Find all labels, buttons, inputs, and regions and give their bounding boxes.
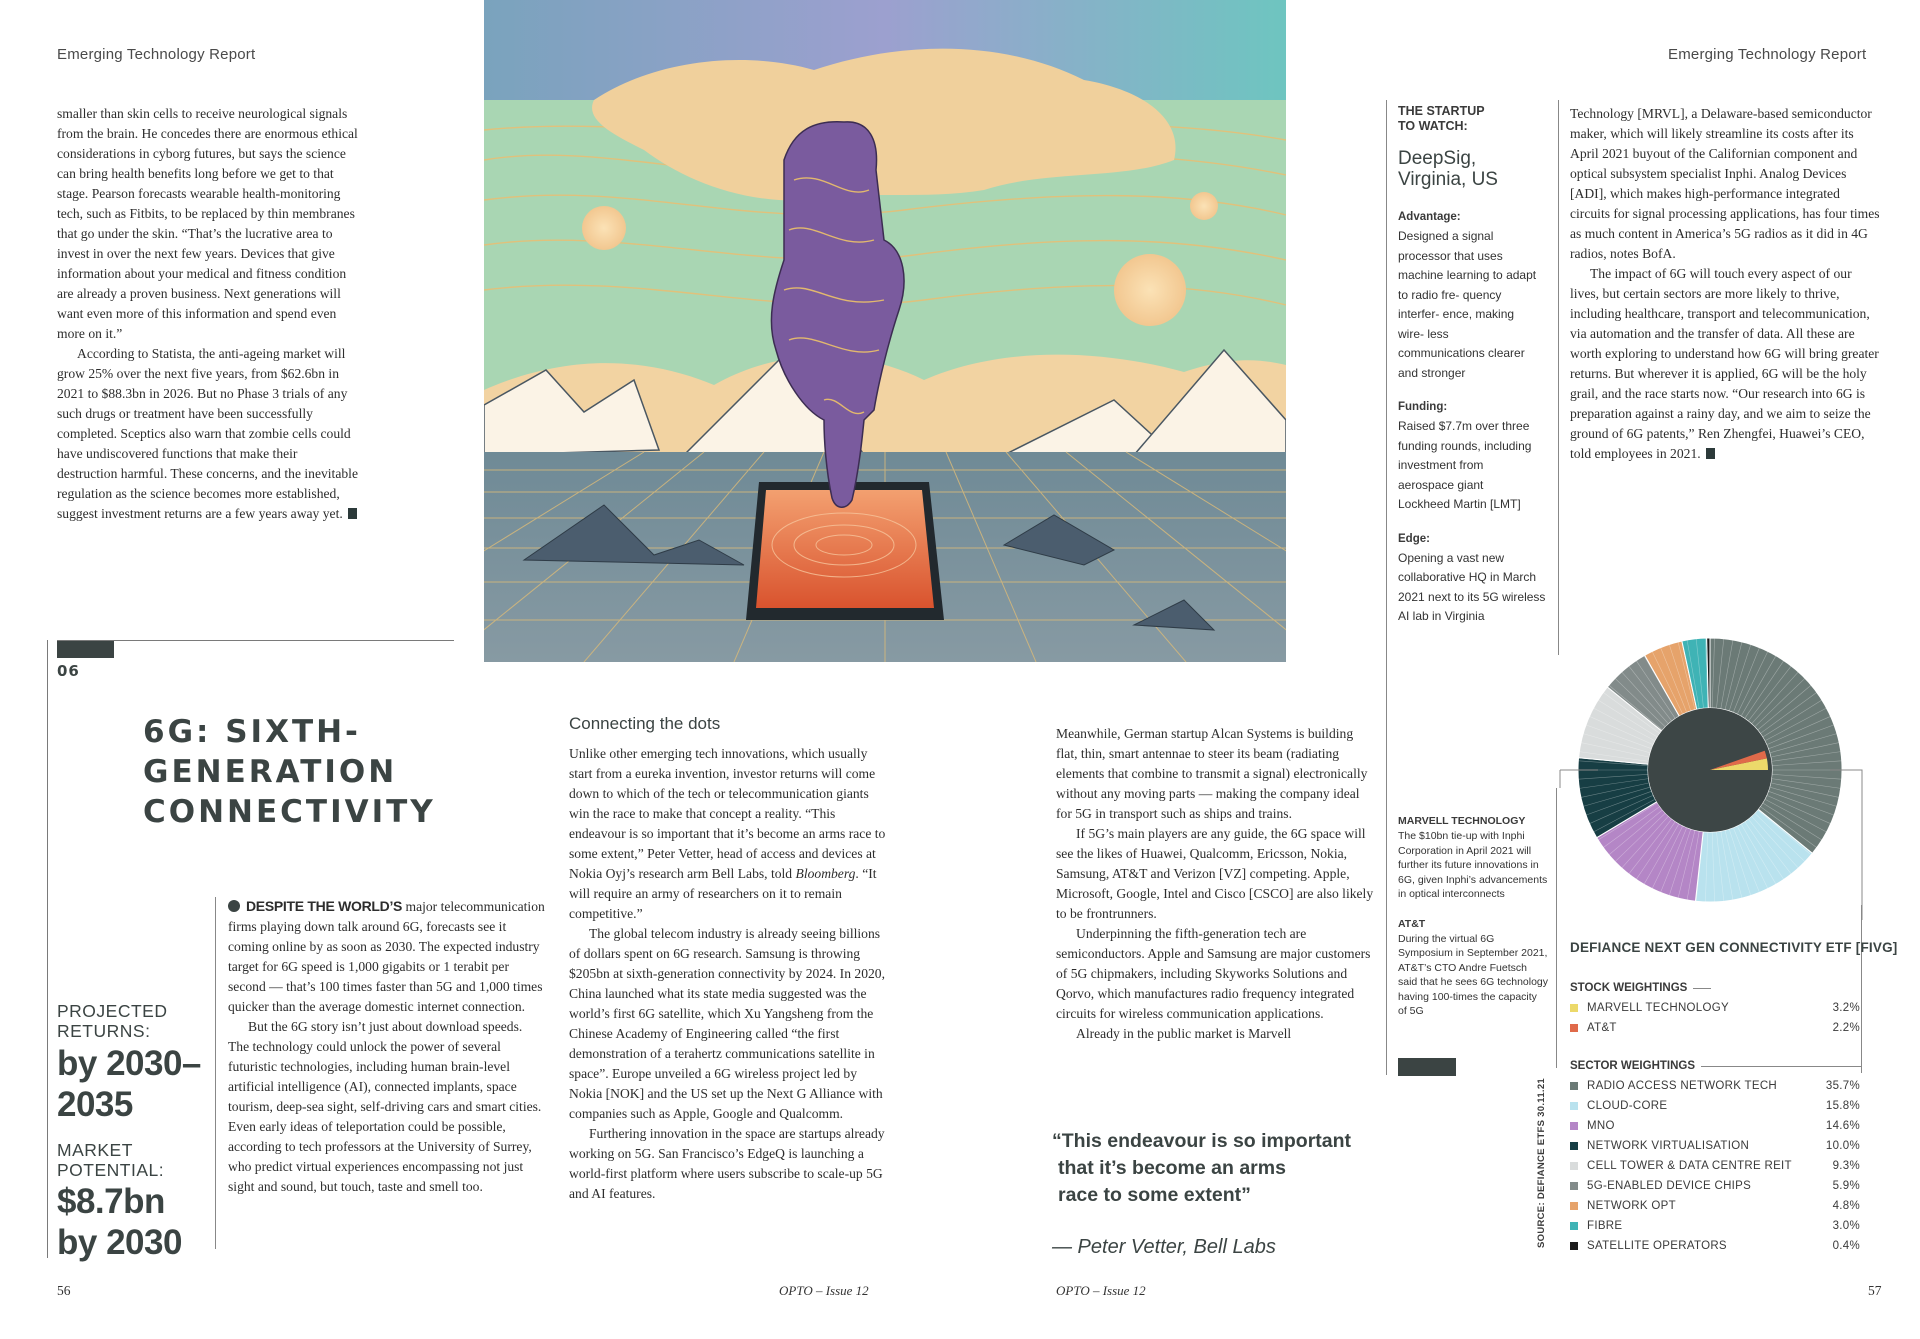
left-paragraph-2 — [57, 344, 360, 524]
legend-label: CELL TOWER & DATA CENTRE REIT — [1587, 1160, 1792, 1172]
legend-value: 14.6% — [1825, 1120, 1860, 1132]
legend-row-sectors — [1570, 1096, 1860, 1116]
startup-label-line-1: THE STARTUP — [1398, 104, 1485, 118]
startup-name-line-1: DeepSig, — [1398, 148, 1477, 169]
sidebar-rule — [1386, 100, 1387, 1075]
startup-name — [1398, 148, 1548, 190]
legend-value: 15.8% — [1825, 1100, 1860, 1112]
column-3-paragraph-1-a: Unlike other emerging tech innovations, which usually start from a eureka invention, investor returns will come down to which of the tech or telecommunication giants win the race to make that concept a reality. “This endeavour is so important that it’s become an arms race to some extent,” Peter Vetter, head of access and devices at Nokia Oyj’s research arm Bell Labs, told — [569, 746, 886, 881]
legend-value: 9.3% — [1832, 1160, 1860, 1172]
stock-weightings-title — [1570, 982, 1860, 994]
funding-label: Funding: — [1398, 401, 1448, 413]
right-paragraph-2 — [1570, 264, 1880, 464]
sidebar-right-rule — [1558, 100, 1559, 655]
hero-illustration — [484, 0, 1286, 662]
right-paragraph-2-text: The impact of 6G will touch every aspect of our lives, but certain sectors are more likely to thrive, including healthcare, transport and telecommunication, via automation and the transfer of data. All these are worth exploring to understand how 6G will bring greater returns. But wherever it is applied, 6G will be the holy grail, and the race starts now. “Our research into 6G is preparation against a rainy day, and we aim to seize the ground of 6G patents,” Ren Zhengfei, Huawei’s CEO, told employees in 2021. — [1570, 266, 1879, 461]
legend-swatch — [1570, 1142, 1578, 1150]
advantage-text: Designed a signal processor that uses machine learning to adapt to radio fre- quency interfer- ence, making wire- less communications clearer and stronger — [1398, 229, 1537, 380]
sector-title-rule — [1701, 1066, 1862, 1067]
legend-swatch — [1570, 1182, 1578, 1190]
startup-name-line-2: Virginia, US — [1398, 169, 1498, 190]
legend-label: NETWORK VIRTUALISATION — [1587, 1140, 1750, 1152]
section-title-line-3: CONNECTIVITY — [143, 794, 436, 830]
projected-returns-value — [57, 1043, 201, 1125]
startup-label-line-2: TO WATCH: — [1398, 119, 1468, 133]
legend-value: 10.0% — [1825, 1140, 1860, 1152]
column-4-paragraph-3: Underpinning the fifth-generation tech are semiconductors. Apple and Samsung are major customers of 5G chipmakers, including Skyworks Solutions and Qorvo, which manufactures radio frequency integrated circuits for wireless communication applications. — [1056, 926, 1371, 1021]
legend-label: FIBRE — [1587, 1220, 1623, 1232]
legend-value: 2.2% — [1832, 1022, 1860, 1034]
sector-weightings-title — [1570, 1060, 1860, 1072]
etf-pie-chart — [1540, 620, 1880, 920]
marvell-note-label: MARVELL TECHNOLOGY — [1398, 815, 1526, 827]
legend-row-sectors — [1570, 1196, 1860, 1216]
notes-end-bar — [1398, 1058, 1456, 1076]
projected-label-line-1: PROJECTED — [57, 1001, 168, 1021]
market-label-line-2: POTENTIAL: — [57, 1160, 165, 1180]
end-mark-icon — [348, 508, 357, 519]
market-value-line-2: by 2030 — [57, 1223, 182, 1262]
stock-weightings — [1570, 982, 1860, 1038]
company-notes — [1398, 814, 1548, 1019]
legend-row-sectors — [1570, 1076, 1860, 1096]
stock-weightings-title-text: STOCK WEIGHTINGS — [1570, 982, 1688, 994]
sector-weightings-title-text: SECTOR WEIGHTINGS — [1570, 1060, 1696, 1072]
column-3-paragraph-3: Furthering innovation in the space are startups already working on 5G. San Francisco’s EdgeQ is launching a world-first platform where users subscribe to scale-up 5G and AI features. — [569, 1126, 885, 1201]
legend-row-stocks — [1570, 998, 1860, 1018]
edge-label: Edge: — [1398, 532, 1430, 545]
legend-swatch — [1570, 1122, 1578, 1130]
column-3-paragraph-2: The global telecom industry is already seeing billions of dollars spent on 6G research. Samsung is throwing $205bn at sixth-generation connectivity by 2024. In 2020, China launched what its state media suggested was the world’s first 6G satellite, which Xu Yangsheng from the Chinese Academy of Engineering called “the first demonstration of a terahertz communications satellite in space”. Europe unveiled a 6G wireless project led by Nokia [NOK] and the US set up the Next G Alliance with companies such as Apple, Google and Qualcomm. — [569, 926, 885, 1121]
legend-label: MNO — [1587, 1120, 1615, 1132]
legend-swatch — [1570, 1242, 1578, 1250]
legend-swatch — [1570, 1102, 1578, 1110]
magazine-footer-left: OPTO – Issue 12 — [779, 1283, 869, 1298]
legend-row-sectors — [1570, 1176, 1860, 1196]
legend-row-sectors — [1570, 1116, 1860, 1136]
column-3-paragraph-1 — [569, 744, 887, 924]
chart-title: DEFIANCE NEXT GEN CONNECTIVITY ETF [FIVG] — [1570, 940, 1898, 955]
pull-quote-line-3: race to some extent” — [1058, 1184, 1251, 1206]
sector-legend — [1570, 1076, 1860, 1256]
running-header-left: Emerging Technology Report — [57, 46, 256, 63]
projected-value-line-1: by 2030– — [57, 1044, 201, 1083]
legend-row-stocks — [1570, 1018, 1860, 1038]
column-4-paragraph-2: If 5G’s main players are any guide, the 6G space will see the likes of Huawei, Qualcomm, Ericsson, Nokia, Samsung, AT&T and Verizon [VZ] competing. Apple, Microsoft, Google, Intel and Cisco [CSCO] are also likely to be frontrunners. — [1056, 826, 1374, 921]
legend-swatch — [1570, 1024, 1578, 1032]
legend-label: AT&T — [1587, 1022, 1617, 1034]
section-left-rule — [47, 640, 48, 1258]
stock-legend — [1570, 998, 1860, 1038]
column-3-text — [569, 744, 887, 1204]
legend-swatch — [1570, 1004, 1578, 1012]
market-potential-value — [57, 1181, 182, 1263]
legend-value: 0.4% — [1832, 1240, 1860, 1252]
right-paragraph-1: Technology [MRVL], a Delaware-based semiconductor maker, which will likely streamline its costs after its April 2021 buyout of the Californian component and optical subsystem specialist Inphi. Analog Devices [ADI], which makes high-performance integrated circuits for signal processing applications, has four times as much content in America’s 5G radios as it did in 4G radios, notes BofA. — [1570, 106, 1880, 261]
left-paragraph-1: smaller than skin cells to receive neurological signals from the brain. He concedes there are enormous ethical considerations in cyborg futures, but says the science can bring health benefits long before we get to that stage. Pearson forecasts wearable health-monitoring tech, such as Fitbits, to be replaced by thin membranes that go under the skin. “That’s the lucrative area to invest in over the next few years. Devices that give information about your medical and fitness condition are already a proven business. Next generations will want even more of this information and spend even more on it.” — [57, 106, 358, 341]
legend-left-rule — [1556, 788, 1557, 1068]
page-number-right: 57 — [1868, 1283, 1882, 1298]
edge-text: Opening a vast new collaborative HQ in March 2021 next to its 5G wireless AI lab in Virginia — [1398, 550, 1546, 623]
advantage-label: Advantage: — [1398, 211, 1461, 223]
legend-swatch — [1570, 1162, 1578, 1170]
section-title-line-1: 6G: SIXTH- — [143, 714, 361, 750]
legend-label: NETWORK OPT — [1587, 1200, 1676, 1212]
att-note-label: AT&T — [1398, 917, 1426, 930]
magazine-footer-right: OPTO – Issue 12 — [1056, 1283, 1146, 1298]
legend-right-rule — [1861, 905, 1862, 1073]
column-2-paragraph-1-text: major telecommunication firms playing down talk around 6G, forecasts see it coming online by as soon as 2030. The expected industry target for 6G speed is 1,000 gigabits or 1 terabit per second — that’s 100 times faster than 5G and 1,000 times quicker than the average domestic internet connection. — [228, 899, 545, 1014]
running-header-right: Emerging Technology Report — [1668, 46, 1867, 63]
legend-row-sectors — [1570, 1216, 1860, 1236]
chart-source: SOURCE: DEFIANCE ETFS 30.11.21 — [1536, 1077, 1547, 1248]
column-4-paragraph-4: Already in the public market is Marvell — [1076, 1026, 1292, 1041]
market-value-line-1: $8.7bn — [57, 1182, 165, 1221]
legend-value: 3.2% — [1832, 1002, 1860, 1014]
att-note-text: During the virtual 6G Symposium in September 2021, AT&T’s CTO Andre Fuetsch said that he sees 6G technology having 100-times the capacity of 5G — [1398, 932, 1549, 1017]
marvell-note-text: The $10bn tie-up with Inphi Corporation in April 2021 will further its future innovations in 6G, given Inphi’s advancements in optical interconnects — [1398, 830, 1548, 900]
legend-row-sectors — [1570, 1236, 1860, 1256]
startup-box — [1398, 104, 1548, 627]
legend-label: CLOUD-CORE — [1587, 1100, 1668, 1112]
column-4-paragraph-1: Meanwhile, German startup Alcan Systems is building flat, thin, smart antennae to steer its beam (radiating elements that combine to transmit a signal) electronically without any moving parts — making the company ideal for 5G in transport such as ships and trains. — [1056, 726, 1368, 821]
pull-quote-line-1: “This endeavour is so important — [1052, 1130, 1352, 1152]
column-3-italic: Bloomberg — [795, 866, 856, 881]
pull-quote — [1052, 1128, 1351, 1209]
lead-in: DESPITE THE WORLD’S — [246, 898, 403, 914]
legend-label: RADIO ACCESS NETWORK TECH — [1587, 1080, 1778, 1092]
funding-text: Raised $7.7m over three funding rounds, including investment from aerospace giant Lockheed Martin [LMT] — [1398, 419, 1532, 511]
column-2-paragraph-1 — [228, 896, 546, 1017]
legend-swatch — [1570, 1202, 1578, 1210]
market-potential-label — [57, 1140, 164, 1180]
section-number: 06 — [57, 662, 80, 680]
column-2-text — [228, 896, 546, 1197]
legend-value: 4.8% — [1832, 1200, 1860, 1212]
section-number-tab — [57, 641, 114, 658]
market-label-line-1: MARKET — [57, 1140, 133, 1160]
subheading-connecting-the-dots: Connecting the dots — [569, 714, 721, 733]
legend-row-sectors — [1570, 1136, 1860, 1156]
legend-label: 5G-ENABLED DEVICE CHIPS — [1587, 1180, 1752, 1192]
pull-quote-attribution: — Peter Vetter, Bell Labs — [1052, 1236, 1276, 1258]
column-2-paragraph-2: But the 6G story isn’t just about download speeds. The technology could unlock the power of several futuristic technologies, including human brain-level artificial intelligence (AI), connected implants, space tourism, deep-sea sight, self-driving cars and smart cities. Even early ideas of teleportation could be possible, according to tech professors at the University of Surrey, who predict virtual experiences encompassing not just sight and sound, but touch, taste and smell too. — [228, 1019, 542, 1194]
legend-label: SATELLITE OPERATORS — [1587, 1240, 1727, 1252]
projected-value-line-2: 2035 — [57, 1085, 133, 1124]
projected-returns-label — [57, 1001, 167, 1041]
sector-weightings — [1570, 1060, 1860, 1256]
page-number-left: 56 — [57, 1283, 71, 1298]
section-title-line-2: GENERATION — [143, 754, 398, 790]
right-column-text — [1570, 104, 1880, 464]
legend-swatch — [1570, 1222, 1578, 1230]
end-mark-icon-2 — [1706, 448, 1715, 459]
legend-swatch — [1570, 1082, 1578, 1090]
legend-value: 3.0% — [1832, 1220, 1860, 1232]
column-2-rule — [215, 897, 216, 1249]
column-3-paragraph-1-b: . “It will require an army of researchers on it to remain competitive.” — [569, 866, 877, 921]
column-4-text — [1056, 724, 1376, 1044]
left-column-text — [57, 104, 360, 524]
projected-label-line-2: RETURNS: — [57, 1021, 151, 1041]
bullet-dot-icon — [228, 900, 240, 912]
legend-label: MARVELL TECHNOLOGY — [1587, 1002, 1729, 1014]
pull-quote-line-2: that it’s become an arms — [1058, 1157, 1286, 1179]
legend-row-sectors — [1570, 1156, 1860, 1176]
section-title — [143, 712, 436, 832]
legend-value: 35.7% — [1825, 1080, 1860, 1092]
legend-value: 5.9% — [1832, 1180, 1860, 1192]
left-paragraph-2-text: According to Statista, the anti-ageing market will grow 25% over the next five years, from $62.6bn in 2021 to $88.3bn in 2026. But no Phase 3 trials of any such drugs or treatment have been successfully completed. Sceptics also warn that zombie cells could have undiscovered functions that make their destruction harmful. These concerns, and the inevitable regulation as the science becomes more established, suggest investment returns are a few years away yet. — [57, 346, 358, 521]
section-top-rule — [57, 640, 454, 641]
stock-title-rule — [1693, 988, 1711, 989]
